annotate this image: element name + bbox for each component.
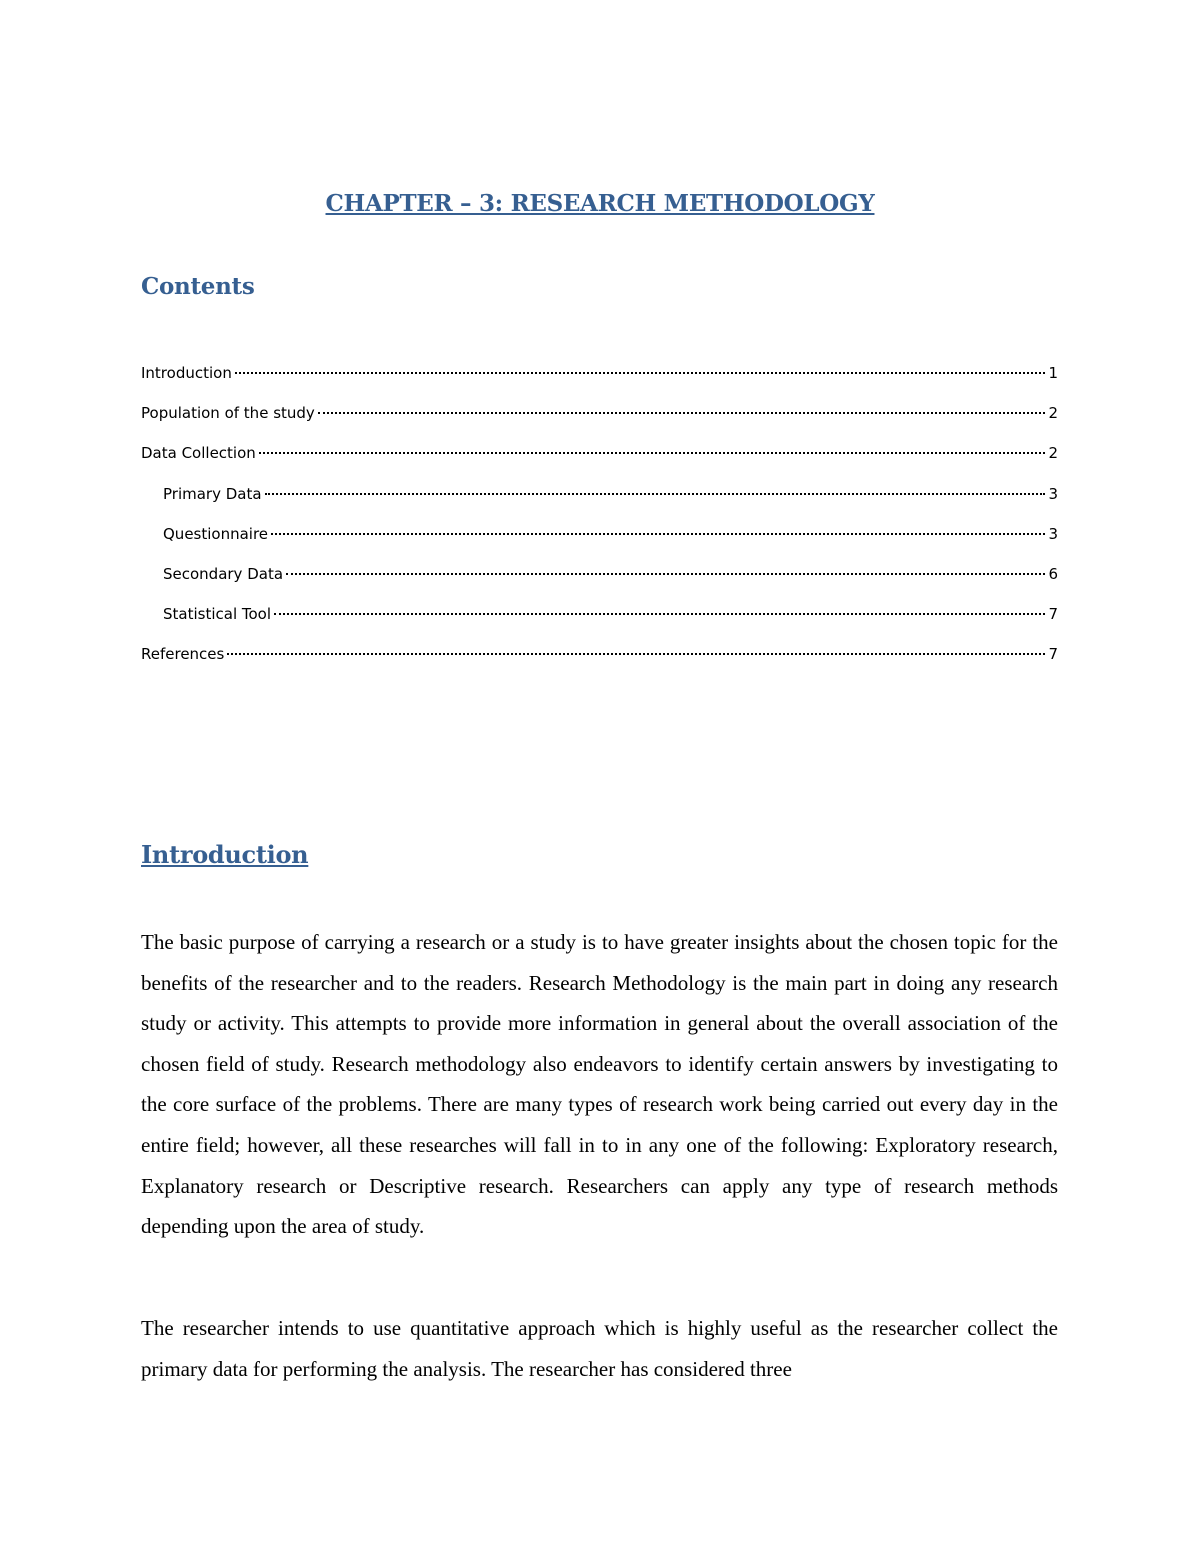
toc-entry-label: Secondary Data xyxy=(163,564,284,583)
section-heading-introduction: Introduction xyxy=(141,840,309,869)
toc-entry-label: References xyxy=(141,645,225,664)
toc-entry-references[interactable] xyxy=(141,643,1058,683)
toc-entry-label: Introduction xyxy=(141,364,232,382)
toc-entry-page: 2 xyxy=(1048,404,1058,423)
toc-dot-leader xyxy=(235,372,1046,374)
toc-entry-population[interactable] xyxy=(141,402,1058,442)
body-paragraph: The researcher intends to use quantitative approach which is highly useful as the researcher collect the primary data for performing the analysis. The researcher has considered three xyxy=(141,1316,1058,1381)
toc-entry-page: 2 xyxy=(1048,444,1058,463)
toc-entry-page: 7 xyxy=(1048,605,1058,624)
toc-entry-label: Questionnaire xyxy=(163,524,269,543)
toc-dot-leader xyxy=(286,573,1045,575)
toc-dot-leader xyxy=(265,493,1046,495)
toc-entry-data-collection[interactable] xyxy=(141,442,1058,482)
chapter-title: CHAPTER – 3: RESEARCH METHODOLOGY xyxy=(325,190,875,217)
toc-dot-leader xyxy=(318,412,1046,414)
toc-entry-primary-data[interactable] xyxy=(141,483,1058,523)
body-paragraph: The basic purpose of carrying a research or a study is to have greater insights about the chosen topic for the benefits of the researcher and to the readers. Research Methodology is the main part in doing any research study or activity. This attempts to provide more information in general about the overall association of the chosen field of study. Research methodology also endeavors to identify certain answers by investigating to the core surface of the problems. There are many types of research work being carried out every day in the entire field; however, all these researches will fall in to in any one of the following: Exploratory research, Explanatory research or Descriptive research. Researchers can apply any type of research methods depending upon the area of study. xyxy=(141,930,1058,1239)
toc-entry-statistical-tool[interactable] xyxy=(141,603,1058,643)
toc-dot-leader xyxy=(274,613,1045,615)
table-of-contents xyxy=(141,362,1058,684)
toc-heading: Contents xyxy=(141,273,255,300)
toc-entry-secondary-data[interactable] xyxy=(141,563,1058,603)
toc-entry-page: 6 xyxy=(1048,564,1058,583)
toc-dot-leader xyxy=(227,653,1045,655)
toc-dot-leader xyxy=(271,533,1045,535)
toc-entry-page: 3 xyxy=(1048,524,1058,543)
toc-entry-label: Data Collection xyxy=(141,444,256,463)
toc-dot-leader xyxy=(259,452,1046,454)
toc-entry-label: Population of the study xyxy=(141,404,315,423)
toc-entry-page: 1 xyxy=(1048,364,1058,382)
toc-entry-page: 3 xyxy=(1048,484,1058,503)
toc-entry-page: 7 xyxy=(1048,645,1058,664)
toc-entry-label: Statistical Tool xyxy=(163,605,272,624)
toc-entry-questionnaire[interactable] xyxy=(141,523,1058,563)
toc-entry-label: Primary Data xyxy=(163,484,262,503)
toc-entry-introduction[interactable] xyxy=(141,362,1058,402)
